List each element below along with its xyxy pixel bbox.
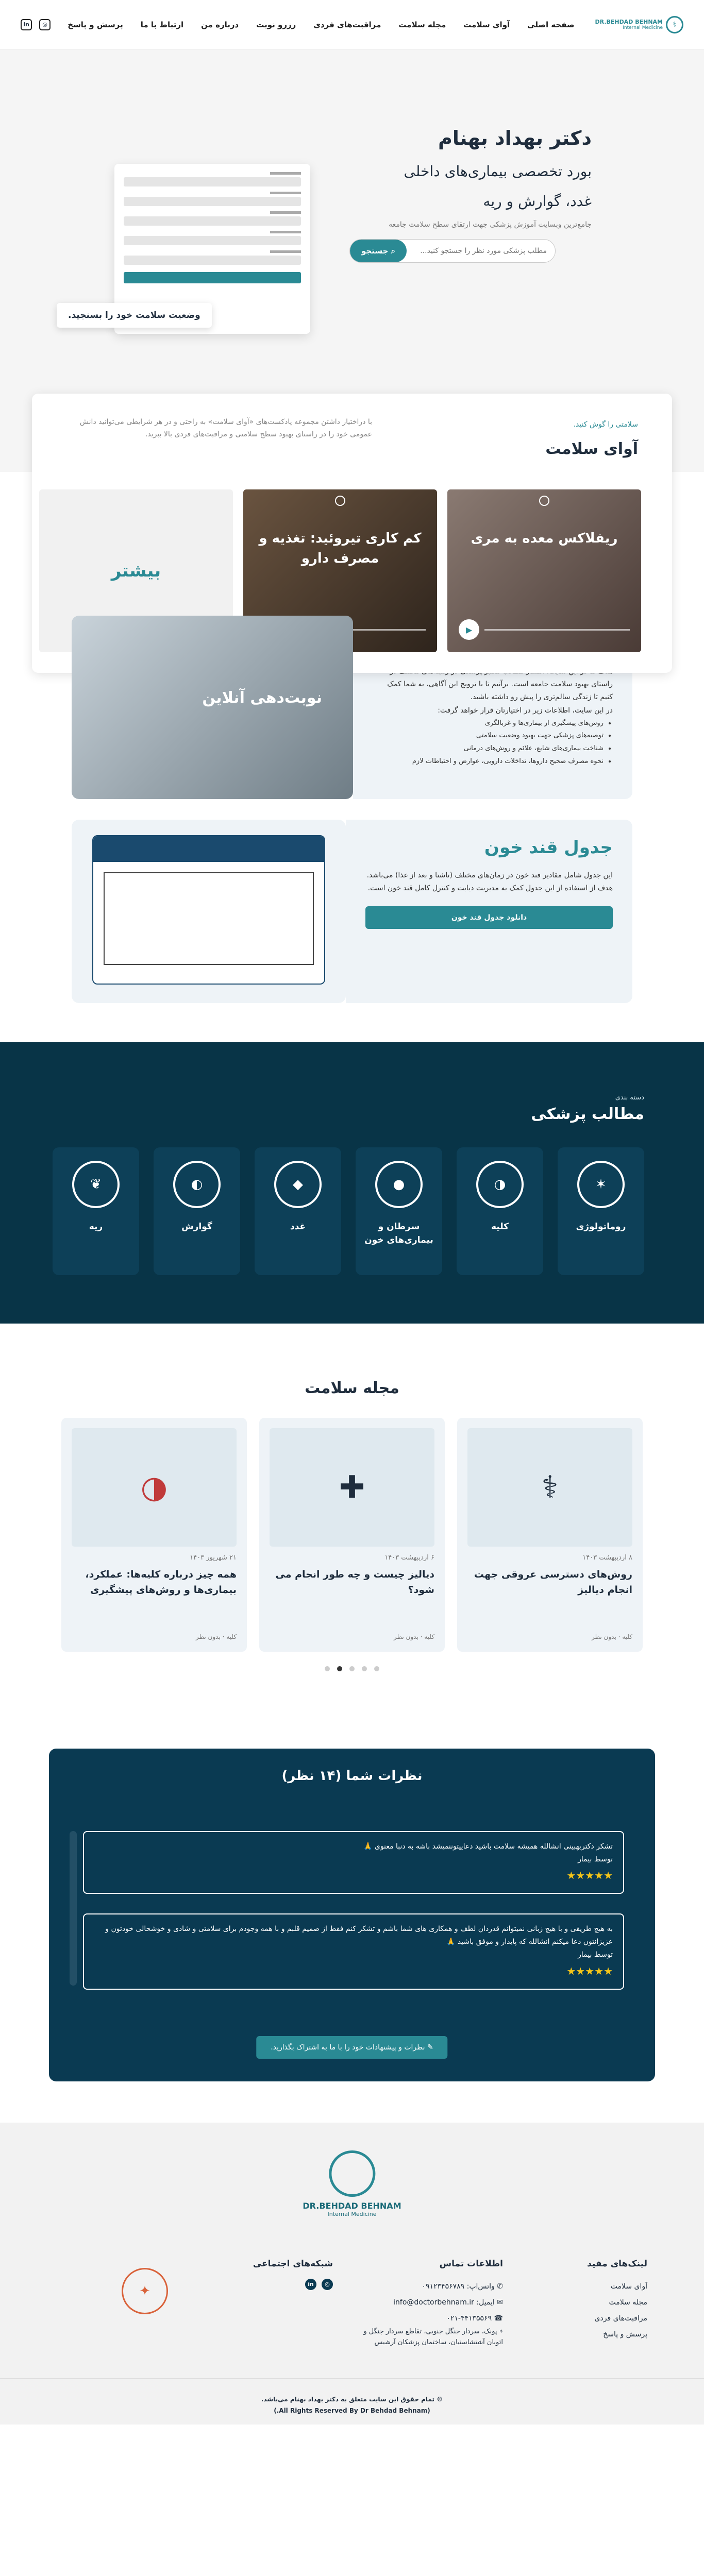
instagram-icon[interactable]: ◎ (322, 2279, 333, 2290)
podcast-card-title: کم کاری تیروئید: تغذیه و مصرف دارو (259, 531, 422, 566)
magazine-title: مجله سلامت (305, 1379, 399, 1397)
trust-badge-icon[interactable]: ✦ (122, 2268, 168, 2314)
sugar-table-preview (72, 820, 346, 1003)
blood-icon: ● (375, 1161, 423, 1208)
nav-item-home[interactable]: صفحه اصلی (527, 20, 575, 29)
booking-tag: نوبت‌دهی آنلاین (202, 689, 322, 707)
article-comments: بدون نظر (591, 1633, 616, 1640)
podcast-card[interactable] (447, 489, 641, 652)
sugar-text: این جدول شامل مقادیر قند خون در زمان‌های مختلف (ناشتا و بعد از غذا) می‌باشد. هدف از استفاده از این جدول کمک به مدیریت دیابت و کنترل کامل قند خون است. (366, 871, 613, 893)
comment-text: به هیچ طریقی و با هیچ زبانی نمیتوانم قدردان لطف و همکاری های شما باشم و تشکر کنم فقط از صمیم قلبم و با همه وجودم برای سلامتی و شادی و خوشحالی خودتون و عزیزانتون دعا میکنم انشالله که پایدار و موفق باشید 🙏 (105, 1925, 613, 1946)
thyroid-icon: ◆ (274, 1161, 322, 1208)
whatsapp-icon: ✆ (494, 2282, 503, 2291)
comment-card (83, 1831, 624, 1894)
nav-item-contact[interactable]: ارتباط با ما (140, 20, 184, 29)
category-item[interactable]: ● سرطان و بیماری‌های خون (356, 1147, 442, 1275)
podcast-title: آوای سلامت (545, 440, 638, 458)
phone-icon: ☎ (492, 2314, 503, 2323)
search-button-label: جستجو (361, 246, 389, 256)
list-item: • نحوه مصرف صحیح داروها، تداخلات دارویی، عوارض و احتیاطات لازم (373, 755, 604, 768)
comment-card (83, 1913, 624, 1990)
podcast-card-title: ریفلاکس معده به مری (471, 531, 618, 546)
articles-list (373, 717, 613, 768)
carousel-dot[interactable] (362, 1666, 367, 1671)
categories-section (0, 1042, 704, 1324)
top-nav (0, 0, 704, 49)
list-item: • توصیه‌های پزشکی جهت بهبود وضعیت سلامتی (373, 730, 604, 742)
list-item: • روش‌های پیشگیری از بیماری‌ها و غربالگری (373, 717, 604, 730)
comment-text: تشکر دکتربهبینی انشالله همیشه سلامت باشید دعاییتوننمیشد باشه به دنبا معنوی 🙏 (363, 1842, 613, 1851)
kidney-icon: ◑ (72, 1428, 237, 1547)
article-comments: بدون نظر (393, 1633, 418, 1640)
nav-item-magazine[interactable]: مجله سلامت (398, 20, 446, 29)
comment-author: توسط بیمار (578, 1855, 613, 1864)
articles-intro: در این سایت، اطلاعات زیر در اختیارتان قرار خواهد گرفت: (438, 706, 613, 715)
footer-social-title: شبکه‌های اجتماعی (253, 2259, 333, 2269)
comments-section (49, 1749, 655, 2081)
article-category[interactable]: کلیه (226, 1633, 237, 1640)
carousel-dots (0, 1666, 704, 1671)
stethoscope-icon: ⚕ (467, 1428, 632, 1547)
article-card[interactable]: ✚ ۶ اردیبهشت ۱۴۰۳ دیالیز چیست و چه طور انجام می شود؟ کلیه · بدون نظر (259, 1418, 445, 1652)
health-check-pill[interactable]: وضعیت سلامت خود را بسنجید. (57, 303, 212, 328)
article-category[interactable]: کلیه (424, 1633, 434, 1640)
linkedin-icon[interactable]: in (305, 2279, 316, 2290)
article-title: دیالیز چیست و چه طور انجام می شود؟ (275, 1569, 434, 1596)
footer (0, 2123, 704, 2425)
logo-icon: ⚕ (666, 16, 683, 33)
comment-author: توسط بیمار (578, 1951, 613, 1959)
stomach-icon: ◐ (173, 1161, 221, 1208)
joint-icon: ✶ (577, 1161, 625, 1208)
magazine-carousel (0, 1418, 704, 1652)
site-logo[interactable] (595, 16, 683, 33)
footer-contact-title: اطلاعات تماس (439, 2259, 503, 2269)
carousel-dot[interactable] (337, 1666, 342, 1671)
footer-link[interactable]: مجله سلامت (609, 2298, 647, 2307)
copyright: © تمام حقوق این سایت متعلق به دکتر بهداد بهنام می‌باشد. (All Rights Reserved By Dr Behdad Behnam.) (0, 2378, 704, 2425)
hero-fields: غدد، گوارش و ریه (483, 193, 592, 210)
pen-icon: ✎ (425, 2043, 433, 2052)
footer-contact: اطلاعات تماس ✆ واتس‌اپ: ۰۹۱۲۳۴۵۶۷۸۹ ✉ ایمیل: info@doctorbehnam.ir ☎ ۰۲۱-۴۴۱۳۵۵۶۹ ⌖ پونک، سردار جنگل جنوبی، تقاطع سردار جنگل و اتوبان آشتشاسنیان، ساختمان پزشکان آرشیس (348, 2255, 503, 2348)
star-rating-icon: ★★★★★ (566, 1964, 613, 1977)
category-item[interactable]: ◑ کلیه (457, 1147, 543, 1275)
article-card[interactable]: ⚕ ۸ اردیبهشت ۱۴۰۳ روش‌های دسترسی عروقی جهت انجام دیالیز کلیه · بدون نظر (457, 1418, 643, 1652)
doctor-name: دکتر بهداد بهنام (438, 127, 592, 149)
submit-comment-button[interactable]: ✎ نظرات و پیشنهادات خود را با ما به اشتراک بگذارید. (256, 2036, 447, 2059)
brand-name: DR.BEHDAD BEHNAM (595, 19, 663, 25)
article-date: ۶ اردیبهشت ۱۴۰۳ (384, 1554, 434, 1562)
logo-icon (335, 496, 345, 506)
article-card[interactable]: ◑ ۲۱ شهریور ۱۴۰۳ همه چیز درباره کلیه‌ها: عملکرد، بیماری‌ها و روش‌های پیشگیری کلیه · بدون نظر (61, 1418, 247, 1652)
star-rating-icon: ★★★★★ (566, 1869, 613, 1882)
comments-scrollbar[interactable] (70, 1831, 77, 1986)
footer-social (253, 2255, 333, 2290)
article-category[interactable]: کلیه (622, 1633, 632, 1640)
podcast-desc: با دراختیار داشتن مجموعه پادکست‌های «آوای سلامت» به راحتی و در هر شرایطی می‌توانید دانش عمومی خود را در راستای بهبود سطح سلامتی و مراقبت‌های فردی بالا ببرید. (79, 418, 372, 438)
hero-note: جامع‌ترین وبسایت آموزش پزشکی جهت ارتقای سطح سلامت جامعه (389, 221, 592, 229)
podcast-kicker: سلامتی را گوش کنید. (573, 420, 638, 429)
search-button[interactable] (350, 240, 407, 262)
hero-text (349, 127, 592, 263)
lung-icon: ❦ (72, 1161, 120, 1208)
hero-specialty: بورد تخصصی بیماری‌های داخلی (404, 163, 592, 180)
footer-links-title: لینک‌های مفید (587, 2259, 647, 2269)
search-bar (349, 239, 556, 263)
main-menu (51, 20, 575, 29)
kidney-icon: ◑ (476, 1161, 524, 1208)
nav-item-about[interactable]: درباره من (201, 20, 239, 29)
category-item[interactable]: ✶ روماتولوژی (558, 1147, 644, 1275)
sugar-title: جدول قند خون (484, 837, 613, 858)
article-date: ۸ اردیبهشت ۱۴۰۳ (582, 1554, 632, 1562)
category-item[interactable]: ❦ ریه (53, 1147, 139, 1275)
comments-title: نظرات شما (۱۴ نظر) (281, 1768, 423, 1784)
footer-link[interactable]: آوای سلامت (610, 2282, 647, 2291)
play-icon[interactable]: ▶ (459, 619, 479, 640)
hero-section (0, 49, 704, 635)
footer-logo[interactable]: DR.BEHDAD BEHNAM Internal Medicine (303, 2150, 401, 2217)
nav-item-care[interactable]: مراقبت‌های فردی (313, 20, 381, 29)
footer-link[interactable]: پرسش و پاسخ (603, 2330, 647, 2338)
carousel-dot[interactable] (374, 1666, 379, 1671)
mail-icon: ✉ (494, 2298, 503, 2307)
sugar-row (72, 820, 632, 1003)
logo-icon (539, 496, 549, 506)
carousel-dot[interactable] (349, 1666, 355, 1671)
search-icon: ⌕ (388, 246, 396, 256)
social-links (21, 19, 51, 30)
search-input[interactable] (407, 247, 555, 255)
nav-item-booking[interactable]: رزرو نوبت (256, 20, 296, 29)
brand-sub: Internal Medicine (623, 25, 663, 30)
logo-icon (329, 2150, 375, 2197)
location-icon: ⌖ (497, 2327, 503, 2335)
download-sugar-button[interactable]: دانلود جدول قند خون (365, 906, 613, 929)
article-title: روش‌های دسترسی عروقی جهت انجام دیالیز (474, 1569, 632, 1596)
articles-text: راستای بهبود سلامت جامعه است. برآنیم تا با ترویج این آگاهی، به شما کمک کنیم تا زندگی سالم‌تری را پیش رو داشته باشید. (387, 680, 613, 702)
nav-item-podcast[interactable]: آوای سلامت (463, 20, 510, 29)
categories-kicker: دسته بندی (615, 1094, 644, 1101)
list-item: • شناخت بیماری‌های شایع، علائم و روش‌های درمانی (373, 742, 604, 755)
footer-link[interactable]: مراقبت‌های فردی (594, 2314, 647, 2323)
category-item[interactable]: ◆ غدد (255, 1147, 341, 1275)
instagram-icon[interactable]: ◎ (39, 19, 51, 30)
categories-title: مطالب پزشکی (531, 1105, 644, 1123)
audio-progress[interactable] (484, 629, 630, 631)
booking-card[interactable] (72, 616, 353, 799)
nav-item-faq[interactable]: پرسش و پاسخ (68, 20, 123, 29)
article-comments: بدون نظر (195, 1633, 221, 1640)
podcast-more-card[interactable]: بیشتر (39, 489, 233, 652)
carousel-dot[interactable] (325, 1666, 330, 1671)
linkedin-icon[interactable]: in (21, 19, 32, 30)
dialysis-icon: ✚ (270, 1428, 434, 1547)
article-date: ۲۱ شهریور ۱۴۰۳ (190, 1554, 237, 1562)
footer-links (587, 2255, 647, 2343)
category-item[interactable]: ◐ گوارش (154, 1147, 240, 1275)
article-title: همه چیز درباره کلیه‌ها: عملکرد، بیماری‌ها و روش‌های پیشگیری (85, 1569, 237, 1596)
